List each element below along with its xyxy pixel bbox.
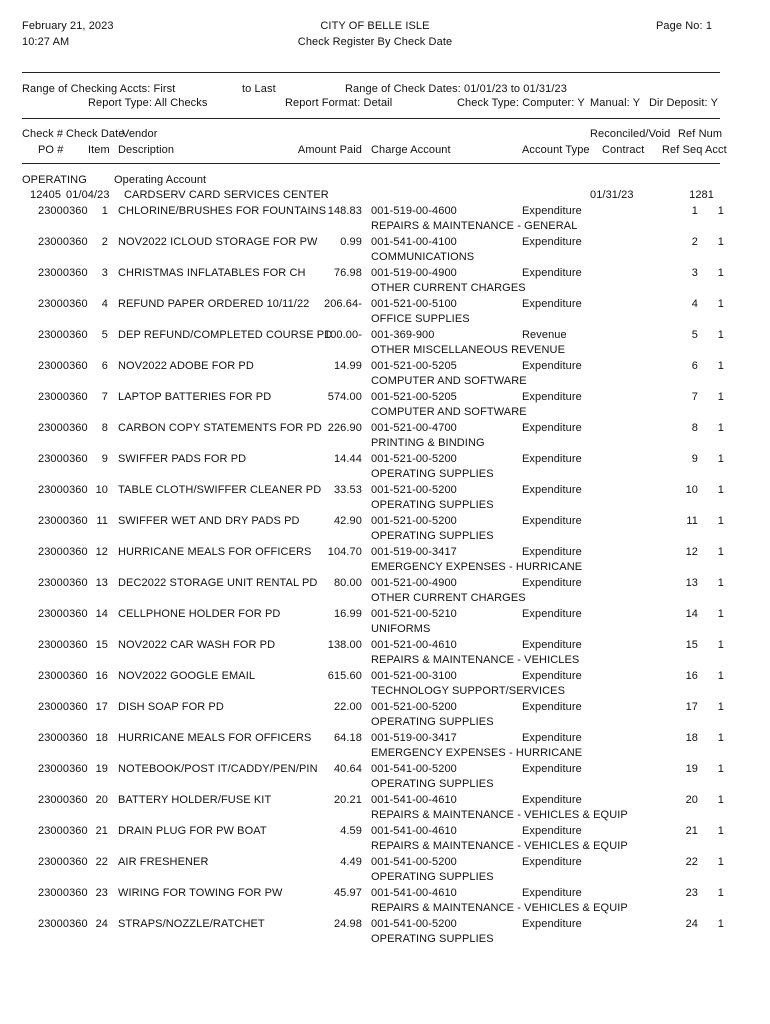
row-description: SWIFFER WET AND DRY PADS PD	[118, 515, 300, 527]
row-charge-account: 001-541-00-5200	[371, 763, 457, 775]
row-amount-paid: 42.90	[333, 515, 362, 527]
row-po-number: 23000360	[38, 360, 88, 372]
row-ref-seq: 9	[691, 453, 698, 465]
row-ref-acct: 1	[717, 236, 724, 248]
params-divider	[22, 118, 720, 119]
row-ref-seq: 18	[685, 732, 698, 744]
row-item-number: 24	[95, 918, 108, 930]
row-amount-paid: 226.90	[327, 422, 362, 434]
table-row	[0, 546, 770, 577]
row-description: HURRICANE MEALS FOR OFFICERS	[118, 732, 312, 744]
check-vendor: CARDSERV CARD SERVICES CENTER	[124, 189, 329, 201]
row-ref-seq: 24	[685, 918, 698, 930]
row-account-type: Revenue	[522, 329, 567, 341]
row-charge-account: 001-521-00-3100	[371, 670, 457, 682]
row-ref-acct: 1	[717, 298, 724, 310]
row-ref-acct: 1	[717, 329, 724, 341]
row-description: AIR FRESHENER	[118, 856, 209, 868]
row-ref-seq: 23	[685, 887, 698, 899]
row-description: CHLORINE/BRUSHES FOR FOUNTAINS	[118, 205, 327, 217]
row-amount-paid: 4.49	[340, 856, 362, 868]
row-item-number: 14	[95, 608, 108, 620]
row-charge-account: 001-541-00-4610	[371, 794, 457, 806]
table-row	[0, 794, 770, 825]
row-amount-paid: 22.00	[333, 701, 362, 713]
table-row	[0, 670, 770, 701]
row-amount-paid: 20.21	[333, 794, 362, 806]
row-ref-seq: 1	[691, 205, 698, 217]
row-item-number: 8	[101, 422, 108, 434]
col-po-number: PO #	[38, 144, 64, 156]
row-charge-account: 001-519-00-3417	[371, 546, 457, 558]
row-item-number: 18	[95, 732, 108, 744]
table-row	[0, 856, 770, 887]
row-account-type: Expenditure	[522, 577, 582, 589]
row-po-number: 23000360	[38, 422, 88, 434]
row-charge-account: 001-369-900	[371, 329, 435, 341]
row-ref-acct: 1	[717, 825, 724, 837]
row-item-number: 17	[95, 701, 108, 713]
row-po-number: 23000360	[38, 701, 88, 713]
row-amount-paid: 574.00	[327, 391, 362, 403]
row-account-desc: REPAIRS & MAINTENANCE - VEHICLES	[371, 654, 580, 666]
row-account-desc: COMPUTER AND SOFTWARE	[371, 375, 527, 387]
row-po-number: 23000360	[38, 236, 88, 248]
row-amount-paid: 40.64	[333, 763, 362, 775]
row-account-type: Expenditure	[522, 794, 582, 806]
row-ref-seq: 4	[691, 298, 698, 310]
row-ref-seq: 2	[691, 236, 698, 248]
row-ref-acct: 1	[717, 484, 724, 496]
check-date: 01/04/23	[66, 189, 110, 201]
row-account-desc: OPERATING SUPPLIES	[371, 499, 494, 511]
col-contract: Contract	[602, 144, 645, 156]
row-account-desc: OFFICE SUPPLIES	[371, 313, 470, 325]
row-ref-acct: 1	[717, 639, 724, 651]
row-ref-seq: 5	[691, 329, 698, 341]
row-account-type: Expenditure	[522, 732, 582, 744]
range-checking-accts: Range of Checking Accts: First	[22, 83, 176, 95]
table-row	[0, 577, 770, 608]
row-po-number: 23000360	[38, 577, 88, 589]
table-row	[0, 205, 770, 236]
table-row	[0, 298, 770, 329]
row-charge-account: 001-521-00-5200	[371, 484, 457, 496]
row-item-number: 21	[95, 825, 108, 837]
row-po-number: 23000360	[38, 515, 88, 527]
row-ref-acct: 1	[717, 267, 724, 279]
col-ref-seq-acct: Ref Seq Acct	[662, 144, 727, 156]
table-row	[0, 887, 770, 918]
row-charge-account: 001-541-00-4610	[371, 825, 457, 837]
row-amount-paid: 14.44	[333, 453, 362, 465]
row-ref-acct: 1	[717, 763, 724, 775]
row-description: BATTERY HOLDER/FUSE KIT	[118, 794, 272, 806]
to-last-label: to Last	[242, 83, 276, 95]
table-row	[0, 391, 770, 422]
row-ref-seq: 3	[691, 267, 698, 279]
row-ref-seq: 8	[691, 422, 698, 434]
row-account-desc: OTHER CURRENT CHARGES	[371, 282, 526, 294]
row-ref-seq: 19	[685, 763, 698, 775]
row-item-number: 4	[101, 298, 108, 310]
row-amount-paid: 80.00	[333, 577, 362, 589]
row-charge-account: 001-541-00-5200	[371, 918, 457, 930]
row-item-number: 22	[95, 856, 108, 868]
table-row	[0, 267, 770, 298]
row-ref-acct: 1	[717, 391, 724, 403]
row-ref-acct: 1	[717, 670, 724, 682]
dir-deposit-flag: Dir Deposit: Y	[649, 97, 719, 109]
check-ref-num: 1281	[689, 189, 714, 201]
table-row	[0, 918, 770, 949]
row-po-number: 23000360	[38, 205, 88, 217]
row-ref-seq: 12	[685, 546, 698, 558]
row-ref-seq: 20	[685, 794, 698, 806]
row-account-type: Expenditure	[522, 298, 582, 310]
row-charge-account: 001-521-00-5200	[371, 453, 457, 465]
row-ref-acct: 1	[717, 918, 724, 930]
col-charge-account: Charge Account	[371, 144, 451, 156]
table-row	[0, 763, 770, 794]
range-check-dates: Range of Check Dates: 01/01/23 to 01/31/23	[345, 83, 567, 95]
row-ref-acct: 1	[717, 608, 724, 620]
row-ref-seq: 10	[685, 484, 698, 496]
row-description: LAPTOP BATTERIES FOR PD	[118, 391, 272, 403]
row-charge-account: 001-521-00-4700	[371, 422, 457, 434]
row-po-number: 23000360	[38, 670, 88, 682]
organization-name: CITY OF BELLE ISLE	[320, 20, 430, 32]
row-account-type: Expenditure	[522, 701, 582, 713]
row-item-number: 13	[95, 577, 108, 589]
row-account-desc: COMPUTER AND SOFTWARE	[371, 406, 527, 418]
row-charge-account: 001-519-00-4600	[371, 205, 457, 217]
row-account-desc: OTHER CURRENT CHARGES	[371, 592, 526, 604]
row-account-desc: EMERGENCY EXPENSES - HURRICANE	[371, 747, 583, 759]
row-item-number: 7	[101, 391, 108, 403]
row-ref-acct: 1	[717, 422, 724, 434]
row-description: DISH SOAP FOR PD	[118, 701, 224, 713]
row-item-number: 2	[101, 236, 108, 248]
row-po-number: 23000360	[38, 732, 88, 744]
table-row	[0, 484, 770, 515]
row-account-type: Expenditure	[522, 515, 582, 527]
row-charge-account: 001-521-00-5205	[371, 391, 457, 403]
row-ref-acct: 1	[717, 205, 724, 217]
row-amount-paid: 14.99	[333, 360, 362, 372]
table-row	[0, 236, 770, 267]
row-item-number: 1	[101, 205, 108, 217]
row-description: HURRICANE MEALS FOR OFFICERS	[118, 546, 312, 558]
row-amount-paid: 148.83	[327, 205, 362, 217]
row-description: CHRISTMAS INFLATABLES FOR CH	[118, 267, 306, 279]
row-account-type: Expenditure	[522, 205, 582, 217]
table-row	[0, 515, 770, 546]
row-charge-account: 001-521-00-5200	[371, 515, 457, 527]
row-account-desc: COMMUNICATIONS	[371, 251, 475, 263]
row-account-desc: REPAIRS & MAINTENANCE - VEHICLES & EQUIP	[371, 902, 628, 914]
row-ref-acct: 1	[717, 515, 724, 527]
row-ref-seq: 6	[691, 360, 698, 372]
header-divider	[22, 72, 720, 73]
section-code: OPERATING	[22, 174, 87, 186]
table-row	[0, 422, 770, 453]
table-row	[0, 608, 770, 639]
row-description: TABLE CLOTH/SWIFFER CLEANER PD	[118, 484, 322, 496]
row-description: NOV2022 GOOGLE EMAIL	[118, 670, 256, 682]
row-account-desc: OPERATING SUPPLIES	[371, 468, 494, 480]
col-ref-num: Ref Num	[678, 128, 723, 140]
row-account-desc: PRINTING & BINDING	[371, 437, 485, 449]
report-date: February 21, 2023	[22, 20, 114, 32]
row-account-type: Expenditure	[522, 267, 582, 279]
row-account-desc: REPAIRS & MAINTENANCE - VEHICLES & EQUIP	[371, 840, 628, 852]
section-name: Operating Account	[114, 174, 207, 186]
row-amount-paid: 138.00	[327, 639, 362, 651]
row-ref-acct: 1	[717, 794, 724, 806]
row-account-type: Expenditure	[522, 639, 582, 651]
row-amount-paid: 33.53	[333, 484, 362, 496]
row-po-number: 23000360	[38, 887, 88, 899]
row-charge-account: 001-519-00-4900	[371, 267, 457, 279]
row-po-number: 23000360	[38, 918, 88, 930]
row-account-type: Expenditure	[522, 360, 582, 372]
row-ref-seq: 22	[685, 856, 698, 868]
col-item: Item	[88, 144, 110, 156]
row-description: CELLPHONE HOLDER FOR PD	[118, 608, 281, 620]
row-amount-paid: 76.98	[333, 267, 362, 279]
row-item-number: 3	[101, 267, 108, 279]
row-amount-paid: 4.59	[340, 825, 362, 837]
row-item-number: 5	[101, 329, 108, 341]
row-po-number: 23000360	[38, 298, 88, 310]
row-amount-paid: 615.60	[327, 670, 362, 682]
row-amount-paid: 45.97	[333, 887, 362, 899]
col-check-number: Check #	[22, 128, 64, 140]
row-account-desc: REPAIRS & MAINTENANCE - VEHICLES & EQUIP	[371, 809, 628, 821]
row-amount-paid: 64.18	[333, 732, 362, 744]
report-type: Report Type: All Checks	[88, 97, 208, 109]
table-row	[0, 701, 770, 732]
row-account-desc: OPERATING SUPPLIES	[371, 530, 494, 542]
row-description: NOTEBOOK/POST IT/CADDY/PEN/PIN	[118, 763, 318, 775]
table-row	[0, 329, 770, 360]
row-amount-paid: 24.98	[333, 918, 362, 930]
row-amount-paid: 104.70	[327, 546, 362, 558]
row-ref-seq: 17	[685, 701, 698, 713]
row-account-type: Expenditure	[522, 825, 582, 837]
row-charge-account: 001-521-00-5100	[371, 298, 457, 310]
row-po-number: 23000360	[38, 825, 88, 837]
report-title: Check Register By Check Date	[297, 36, 453, 48]
row-ref-acct: 1	[717, 360, 724, 372]
row-po-number: 23000360	[38, 329, 88, 341]
row-account-type: Expenditure	[522, 887, 582, 899]
row-ref-acct: 1	[717, 577, 724, 589]
row-ref-acct: 1	[717, 887, 724, 899]
row-charge-account: 001-519-00-3417	[371, 732, 457, 744]
row-po-number: 23000360	[38, 391, 88, 403]
row-item-number: 19	[95, 763, 108, 775]
row-account-desc: REPAIRS & MAINTENANCE - GENERAL	[371, 220, 578, 232]
row-account-type: Expenditure	[522, 391, 582, 403]
page-number: Page No: 1	[656, 20, 713, 32]
row-po-number: 23000360	[38, 856, 88, 868]
row-account-type: Expenditure	[522, 856, 582, 868]
row-account-desc: EMERGENCY EXPENSES - HURRICANE	[371, 561, 583, 573]
row-charge-account: 001-521-00-4900	[371, 577, 457, 589]
row-item-number: 23	[95, 887, 108, 899]
row-charge-account: 001-521-00-5210	[371, 608, 457, 620]
report-format: Report Format: Detail	[285, 97, 393, 109]
row-account-desc: OPERATING SUPPLIES	[371, 871, 494, 883]
col-vendor: Vendor	[122, 128, 158, 140]
row-account-type: Expenditure	[522, 608, 582, 620]
row-account-desc: OTHER MISCELLANEOUS REVENUE	[371, 344, 566, 356]
col-account-type: Account Type	[522, 144, 590, 156]
row-po-number: 23000360	[38, 608, 88, 620]
table-row	[0, 732, 770, 763]
row-account-type: Expenditure	[522, 670, 582, 682]
row-description: STRAPS/NOZZLE/RATCHET	[118, 918, 265, 930]
row-amount-paid: 206.64-	[323, 298, 362, 310]
row-item-number: 16	[95, 670, 108, 682]
row-description: CARBON COPY STATEMENTS FOR PD	[118, 422, 322, 434]
col-description: Description	[118, 144, 175, 156]
report-time: 10:27 AM	[22, 36, 70, 48]
row-amount-paid: 0.99	[340, 236, 362, 248]
row-po-number: 23000360	[38, 794, 88, 806]
row-item-number: 10	[95, 484, 108, 496]
row-item-number: 6	[101, 360, 108, 372]
row-ref-seq: 13	[685, 577, 698, 589]
row-charge-account: 001-521-00-5205	[371, 360, 457, 372]
check-reconciled-date: 01/31/23	[590, 189, 634, 201]
row-po-number: 23000360	[38, 484, 88, 496]
row-ref-seq: 15	[685, 639, 698, 651]
row-account-desc: TECHNOLOGY SUPPORT/SERVICES	[371, 685, 566, 697]
row-account-type: Expenditure	[522, 484, 582, 496]
row-charge-account: 001-521-00-4610	[371, 639, 457, 651]
row-description: DEP REFUND/COMPLETED COURSE PD	[118, 329, 333, 341]
manual-flag: Manual: Y	[590, 97, 641, 109]
table-row	[0, 639, 770, 670]
row-amount-paid: 100.00-	[323, 329, 362, 341]
row-item-number: 12	[95, 546, 108, 558]
row-description: DEC2022 STORAGE UNIT RENTAL PD	[118, 577, 318, 589]
row-item-number: 20	[95, 794, 108, 806]
columns-divider	[22, 163, 720, 164]
table-row	[0, 360, 770, 391]
row-description: WIRING FOR TOWING FOR PW	[118, 887, 283, 899]
row-ref-seq: 7	[691, 391, 698, 403]
check-type: Check Type: Computer: Y	[457, 97, 585, 109]
row-amount-paid: 16.99	[333, 608, 362, 620]
row-description: NOV2022 ICLOUD STORAGE FOR PW	[118, 236, 318, 248]
col-check-date: Check Date	[66, 128, 125, 140]
check-number: 12405	[30, 189, 62, 201]
row-account-desc: UNIFORMS	[371, 623, 431, 635]
row-ref-acct: 1	[717, 732, 724, 744]
row-po-number: 23000360	[38, 763, 88, 775]
row-po-number: 23000360	[38, 267, 88, 279]
col-reconciled-void: Reconciled/Void	[590, 128, 671, 140]
row-description: DRAIN PLUG FOR PW BOAT	[118, 825, 267, 837]
row-account-type: Expenditure	[522, 236, 582, 248]
row-po-number: 23000360	[38, 546, 88, 558]
row-charge-account: 001-541-00-4610	[371, 887, 457, 899]
row-ref-seq: 14	[685, 608, 698, 620]
row-charge-account: 001-541-00-5200	[371, 856, 457, 868]
row-description: NOV2022 CAR WASH FOR PD	[118, 639, 276, 651]
row-item-number: 9	[101, 453, 108, 465]
row-account-desc: OPERATING SUPPLIES	[371, 716, 494, 728]
row-account-desc: OPERATING SUPPLIES	[371, 933, 494, 945]
row-account-desc: OPERATING SUPPLIES	[371, 778, 494, 790]
row-ref-seq: 16	[685, 670, 698, 682]
row-charge-account: 001-521-00-5200	[371, 701, 457, 713]
row-charge-account: 001-541-00-4100	[371, 236, 457, 248]
row-po-number: 23000360	[38, 639, 88, 651]
row-ref-acct: 1	[717, 453, 724, 465]
row-item-number: 11	[96, 515, 108, 527]
row-account-type: Expenditure	[522, 422, 582, 434]
table-row	[0, 825, 770, 856]
row-ref-acct: 1	[717, 701, 724, 713]
table-row	[0, 453, 770, 484]
row-account-type: Expenditure	[522, 763, 582, 775]
row-item-number: 15	[95, 639, 108, 651]
row-account-type: Expenditure	[522, 546, 582, 558]
row-description: REFUND PAPER ORDERED 10/11/22	[118, 298, 310, 310]
row-description: SWIFFER PADS FOR PD	[118, 453, 247, 465]
row-ref-acct: 1	[717, 546, 724, 558]
row-account-type: Expenditure	[522, 918, 582, 930]
row-account-type: Expenditure	[522, 453, 582, 465]
row-ref-seq: 11	[686, 515, 698, 527]
row-ref-seq: 21	[685, 825, 698, 837]
col-amount-paid: Amount Paid	[297, 144, 362, 156]
row-po-number: 23000360	[38, 453, 88, 465]
row-description: NOV2022 ADOBE FOR PD	[118, 360, 254, 372]
row-ref-acct: 1	[717, 856, 724, 868]
